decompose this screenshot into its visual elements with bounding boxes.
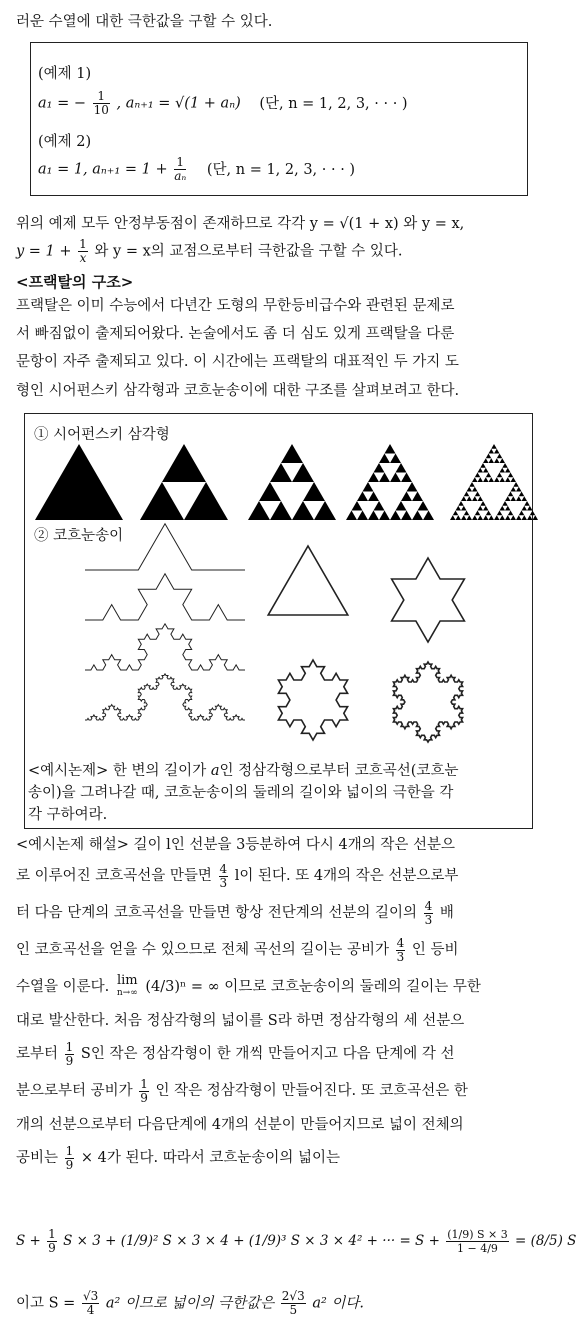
sierpinski-piece (472, 515, 478, 520)
sierpinski-piece (483, 515, 489, 520)
problem-line-3: 각 구하여라. (28, 807, 108, 823)
sierpinski-piece (500, 477, 506, 482)
sierpinski-piece (505, 496, 511, 501)
sierpinski-piece (478, 515, 484, 520)
ex2-condition: (단, n = 1, 2, 3, · · · ) (206, 161, 356, 178)
sierpinski-piece (396, 463, 407, 473)
sierpinski-piece (502, 463, 508, 468)
intro-paragraph (16, 292, 532, 405)
sierpinski-piece (379, 511, 390, 521)
sierpinski-piece (511, 487, 517, 492)
sierpinski-piece (314, 501, 336, 520)
sierpinski-piece (467, 496, 473, 501)
example1-title: (예제 1) (38, 66, 92, 82)
sierpinski-piece (478, 477, 484, 482)
sierpinski-piece (511, 496, 517, 501)
sol-line-10: 공비는 $\frac{1}{9}$ × 4가 된다. 따라서 코흐눈송이의 넓이는 (16, 1143, 341, 1172)
intro-line-4: 형인 시어펀스키 삼각형과 코흐눈송이에 대한 구조를 살펴보려고 한다. (16, 382, 460, 399)
koch-snowflake (268, 546, 348, 615)
sierpinski-piece (450, 515, 456, 520)
sierpinski-piece (368, 492, 379, 502)
final-line: 이고 S = $\frac{√3}{4}$ a² 이므로 넓이의 극한값은 $\frac{2√3}{5}$ a² 이다. (16, 1289, 365, 1317)
sierpinski-piece (494, 458, 500, 463)
intro-line-3: 문항이 자주 출제되고 있다. 이 시간에는 프랙탈의 대표적인 두 가지 도 (16, 354, 459, 371)
example2-title: (예제 2) (38, 134, 92, 150)
sierpinski-piece (35, 444, 123, 520)
sierpinski-piece (458, 501, 464, 506)
sierpinski-piece (516, 496, 522, 501)
sierpinski-piece (494, 515, 500, 520)
sierpinski-piece (270, 501, 292, 520)
sierpinski-piece (401, 511, 412, 521)
sierpinski-piece (508, 511, 514, 516)
sierpinski-piece (467, 487, 473, 492)
sierpinski-piece (456, 515, 462, 520)
sierpinski-piece (464, 511, 470, 516)
sierpinski-piece (423, 511, 434, 521)
koch-snowflake (392, 558, 465, 642)
ex1-expr-a: a₁ = − (38, 95, 86, 112)
sierpinski-piece (505, 506, 511, 511)
koch-curve (85, 674, 245, 720)
sierpinski-piece (461, 515, 467, 520)
sierpinski-piece (475, 492, 481, 497)
sierpinski-piece (486, 511, 492, 516)
sierpinski-piece (464, 492, 470, 497)
sierpinski-piece (368, 473, 379, 483)
solution-paragraph (16, 832, 532, 1177)
sierpinski-piece (497, 473, 503, 478)
sierpinski-piece (522, 506, 528, 511)
ex2-expr-a: a₁ = 1, aₙ₊₁ = 1 + (38, 161, 168, 178)
ex2-fraction: $\frac{1}{\text{aₙ}}$ (174, 155, 187, 183)
sierpinski-piece (516, 515, 522, 520)
sierpinski-triangles (35, 444, 538, 520)
sierpinski-piece (472, 496, 478, 501)
sierpinski-piece (522, 515, 528, 520)
sierpinski-piece (489, 449, 495, 454)
sierpinski-figures (30, 440, 530, 522)
sierpinski-piece (396, 501, 407, 511)
sierpinski-piece (184, 482, 228, 520)
sierpinski-piece (478, 468, 484, 473)
sierpinski-piece (412, 492, 423, 502)
ex1-fraction: $\frac{1}{10}$ (93, 89, 109, 117)
section-title: <프랙탈의 구조> (16, 273, 134, 291)
sierpinski-piece (461, 506, 467, 511)
sierpinski-piece (524, 501, 530, 506)
sierpinski-piece (489, 477, 495, 482)
sierpinski-piece (483, 458, 489, 463)
sierpinski-piece (346, 511, 357, 521)
sierpinski-piece (478, 496, 484, 501)
sierpinski-piece (248, 501, 270, 520)
sierpinski-piece (475, 511, 481, 516)
sierpinski-piece (483, 506, 489, 511)
sierpinski-piece (516, 487, 522, 492)
sol-line-1: <예시논제 해설> 길이 l인 선분을 3등분하여 다시 4개의 작은 선분으 (16, 837, 456, 853)
sierpinski-piece (390, 511, 401, 521)
sierpinski-piece (401, 473, 412, 483)
sierpinski-piece (522, 496, 528, 501)
problem-line-2: 송이)을 그려나갈 때, 코흐눈송이의 둘레의 길이와 넓이의 극한을 각 (28, 785, 454, 801)
koch-label: ② 코흐눈송이 (34, 528, 124, 544)
sierpinski-piece (357, 492, 368, 502)
sierpinski-piece (500, 458, 506, 463)
ex1-condition: (단, n = 1, 2, 3, · · · ) (259, 95, 408, 112)
sierpinski-piece (379, 454, 390, 464)
sierpinski-piece (418, 501, 429, 511)
sierpinski-piece (390, 454, 401, 464)
sierpinski-piece (483, 477, 489, 482)
sierpinski-piece (407, 482, 418, 492)
series-equation: S + $\frac{1}{9}$ S × 3 + (1/9)² S × 3 × 4 + (1/9)³ S × 3 × 4² + ··· = S + $\frac{(1/9) S \times 3}{1 - 4/9}$ = (8/5) S (16, 1227, 576, 1255)
koch-figures (30, 540, 530, 755)
sierpinski-piece (486, 473, 492, 478)
sol-line-4: 인 코흐곡선을 얻을 수 있으므로 전체 곡선의 길이는 공비가 $\frac{4}{3}$ 인 등비 (16, 935, 459, 964)
sierpinski-piece (303, 482, 325, 501)
koch-snowflake (393, 662, 462, 742)
sierpinski-piece (502, 501, 508, 506)
sierpinski-piece (140, 482, 184, 520)
sol-line-9: 개의 선분으로부터 다음단계에 4개의 선분이 만들어지므로 넓이 전체의 (16, 1117, 464, 1133)
sierpinski-piece (467, 515, 473, 520)
sierpinski-piece (500, 506, 506, 511)
sierpinski-piece (259, 482, 281, 501)
sierpinski-piece (511, 477, 517, 482)
sierpinski-piece (508, 473, 514, 478)
sierpinski-piece (385, 444, 396, 454)
sierpinski-piece (412, 511, 423, 521)
sierpinski-piece (368, 511, 379, 521)
sol-line-5: 수열을 이룬다. lim n→∞ (4/3)ⁿ = ∞ 이므로 코흐눈송이의 둘레의 길이는 무한 (16, 973, 481, 998)
sierpinski-piece (500, 515, 506, 520)
sierpinski-piece (475, 473, 481, 478)
sierpinski-piece (292, 463, 314, 482)
sol-line-7: 로부터 $\frac{1}{9}$ S인 작은 정삼각형이 한 개씩 만들어지고 다음 단계에 각 선 (16, 1039, 455, 1068)
sierpinski-piece (519, 492, 525, 497)
sierpinski-piece (486, 454, 492, 459)
after-examples-line1: 위의 예제 모두 안정부동점이 존재하므로 각각 y = √(1 + x) 와 y = x, (16, 216, 465, 232)
koch-curve (85, 574, 245, 620)
sierpinski-piece (374, 501, 385, 511)
sierpinski-piece (480, 501, 486, 506)
sierpinski-piece (357, 511, 368, 521)
example1-equation (38, 90, 408, 117)
sierpinski-piece (489, 515, 495, 520)
sierpinski-piece (497, 511, 503, 516)
sierpinski-piece (489, 458, 495, 463)
sierpinski-piece (505, 477, 511, 482)
ex1-expr-b: , aₙ₊₁ = √(1 + aₙ) (116, 95, 241, 112)
sierpinski-piece (390, 473, 401, 483)
sierpinski-piece (497, 454, 503, 459)
after-examples-line2 (16, 238, 403, 265)
sierpinski-piece (478, 506, 484, 511)
sierpinski-piece (461, 496, 467, 501)
sol-line-8: 분으로부터 공비가 $\frac{1}{9}$ 인 작은 정삼각형이 만들어진다. 또 코흐곡선은 한 (16, 1076, 468, 1105)
sierpinski-piece (456, 506, 462, 511)
sierpinski-piece (533, 515, 539, 520)
sierpinski-piece (519, 511, 525, 516)
problem-line-1: <예시논제> 한 변의 길이가 a인 정삼각형으로부터 코흐곡선(코흐눈 (28, 763, 459, 779)
sol-line-2: 로 이루어진 코흐곡선을 만들면 $\frac{4}{3}$ l이 된다. 또 4개의 작은 선분으로부 (16, 861, 459, 890)
top-line: 러운 수열에 대한 극한값을 구할 수 있다. (16, 14, 273, 30)
sierpinski-piece (472, 487, 478, 492)
sierpinski-piece (511, 515, 517, 520)
sierpinski-piece (472, 477, 478, 482)
sierpinski-piece (491, 444, 497, 449)
sierpinski-piece (374, 463, 385, 473)
line2-text: 와 y = x의 교점으로부터 극한값을 구할 수 있다. (94, 243, 403, 260)
sol-line-6: 대로 발산한다. 처음 정삼각형의 넓이를 S라 하면 정삼각형의 세 선분으 (16, 1013, 465, 1029)
sierpinski-piece (352, 501, 363, 511)
koch-snowflakes (268, 546, 464, 742)
example-problem (28, 760, 524, 826)
sierpinski-piece (494, 449, 500, 454)
sierpinski-label: ① 시어펀스키 삼각형 (34, 427, 170, 443)
sierpinski-piece (505, 515, 511, 520)
koch-curve (85, 624, 245, 670)
sierpinski-piece (505, 468, 511, 473)
sierpinski-piece (513, 482, 519, 487)
sierpinski-piece (281, 444, 303, 463)
example2-equation (38, 156, 355, 183)
sierpinski-piece (469, 482, 475, 487)
sierpinski-piece (453, 511, 459, 516)
sierpinski-piece (480, 463, 486, 468)
intro-line-2: 서 빠짐없이 출제되어왔다. 논술에서도 좀 더 심도 있게 프랙탈을 다룬 (16, 326, 455, 343)
koch-snowflake (278, 660, 347, 740)
sierpinski-piece (270, 463, 292, 482)
sierpinski-piece (508, 492, 514, 497)
sierpinski-piece (379, 473, 390, 483)
line2-expr: y = 1 + (16, 243, 72, 260)
sierpinski-piece (162, 444, 206, 482)
intro-line-1: 프랙탈은 이미 수능에서 다년간 도형의 무한등비급수와 관련된 문제로 (16, 298, 455, 314)
sierpinski-piece (401, 492, 412, 502)
sierpinski-piece (494, 477, 500, 482)
sierpinski-piece (292, 501, 314, 520)
sol-line-3: 터 다음 단계의 코흐곡선을 만들면 항상 전단계의 선분의 길이의 $\frac{4}{3}$ 배 (16, 898, 454, 927)
line2-fraction: $\frac{1}{x}$ (79, 237, 87, 265)
sierpinski-piece (500, 468, 506, 473)
sierpinski-piece (483, 468, 489, 473)
sierpinski-piece (363, 482, 374, 492)
koch-curves (85, 524, 245, 720)
